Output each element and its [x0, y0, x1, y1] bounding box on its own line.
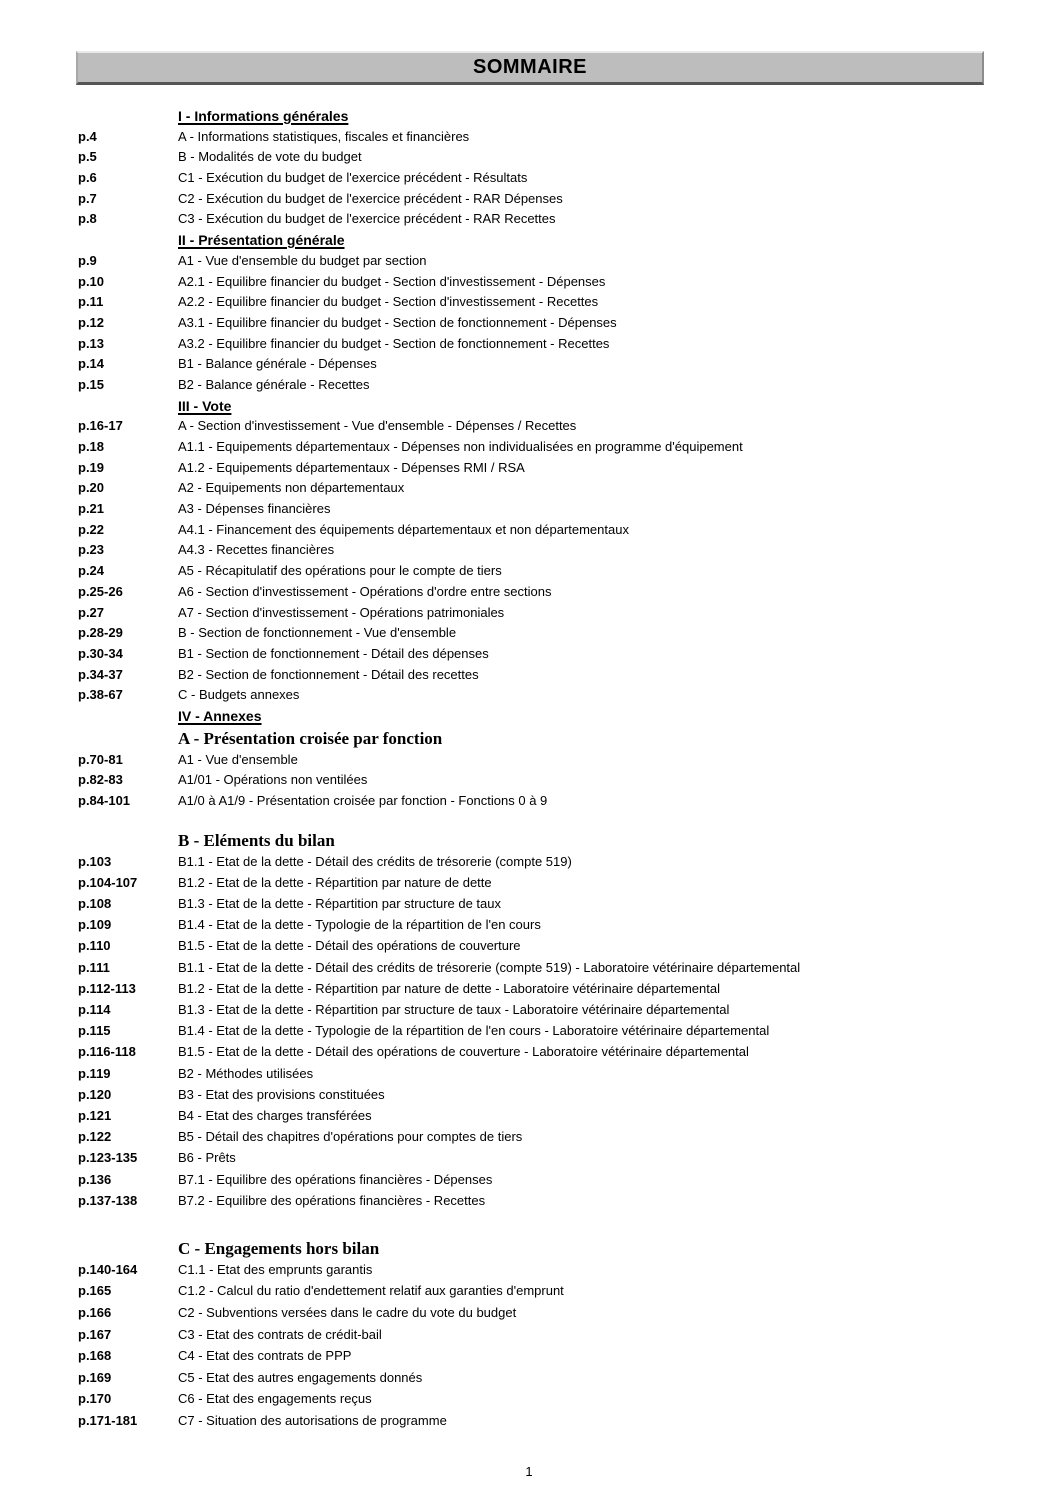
page-ref: p.84-101	[78, 793, 131, 808]
page-ref: p.82-83	[78, 772, 123, 788]
entry-title: B - Modalités de vote du budget	[178, 149, 362, 165]
toc-row	[78, 1391, 1013, 1413]
page-ref: p.112-113	[78, 980, 136, 996]
section-heading-label: C - Engagements hors bilan	[178, 1238, 380, 1258]
entry-title: B - Section de fonctionnement - Vue d'ensemble	[178, 625, 457, 641]
entry-title: A3 - Dépenses financières	[178, 501, 331, 517]
toc-row	[78, 1044, 1013, 1065]
entry-title: B1.4 - Etat de la dette - Typologie de la répartition de l'en cours	[178, 917, 541, 933]
page-ref: p.165	[78, 1283, 112, 1299]
entry-title: C3 - Exécution du budget de l'exercice précédent - RAR Recettes	[178, 211, 556, 227]
toc-row	[78, 1108, 1013, 1129]
page-ref: p.103	[78, 853, 112, 869]
toc-row	[78, 563, 1013, 584]
page-ref: p.171-181	[78, 1413, 138, 1429]
toc-row	[78, 981, 1013, 1002]
entry-title: B6 - Prêts	[178, 1150, 236, 1166]
page-ref: p.6	[78, 170, 97, 186]
toc-row	[78, 418, 1013, 439]
entry-title: B1.5 - Etat de la dette - Détail des opérations de couverture - Laboratoire vétérinaire départemental	[178, 1044, 749, 1060]
toc-row	[78, 1023, 1013, 1044]
entry-title: C1.1 - Etat des emprunts garantis	[178, 1261, 373, 1277]
page-ref: p.167	[78, 1326, 112, 1342]
entry-title: B1.3 - Etat de la dette - Répartition par structure de taux	[178, 896, 502, 912]
page-ref: p.13	[78, 335, 105, 351]
page-ref: p.27	[78, 604, 105, 620]
entry-title: B1.4 - Etat de la dette - Typologie de la répartition de l'en cours - Laboratoire vétérinaire départemental	[178, 1023, 770, 1039]
toc-row	[78, 875, 1013, 896]
page-ref: p.114	[78, 1002, 111, 1017]
page-ref: p.169	[78, 1369, 112, 1385]
entry-title: B5 - Détail des chapitres d'opérations pour comptes de tiers	[178, 1129, 523, 1145]
toc-row	[78, 460, 1013, 481]
page-ref: p.23	[78, 542, 105, 558]
entry-title: B1.2 - Etat de la dette - Répartition par nature de dette	[178, 874, 492, 890]
page-ref: p.19	[78, 459, 105, 475]
toc-row	[78, 1129, 1013, 1150]
toc-row	[78, 1002, 1013, 1023]
page-ref: p.137-138	[78, 1192, 138, 1208]
toc-row	[78, 439, 1013, 460]
entry-title: A3.2 - Equilibre financier du budget - Section de fonctionnement - Recettes	[178, 335, 610, 351]
page-number: 1	[525, 1464, 533, 1479]
page-ref: p.16-17	[78, 418, 123, 434]
entry-title: C1 - Exécution du budget de l'exercice précédent - Résultats	[178, 170, 528, 186]
section-heading-label: I - Informations générales	[178, 108, 349, 124]
page-ref: p.10	[78, 273, 105, 289]
toc-row	[78, 480, 1013, 501]
page-ref: p.122	[78, 1129, 112, 1145]
entry-title: A - Informations statistiques, fiscales et financières	[178, 128, 470, 144]
sommaire-header-bar	[76, 51, 984, 85]
toc-row	[78, 687, 1013, 708]
section-heading-label: IV - Annexes	[178, 707, 262, 724]
section-heading	[178, 108, 1013, 129]
toc-row	[78, 1370, 1013, 1392]
toc-row	[78, 1327, 1013, 1349]
page-title: SOMMAIRE	[473, 56, 587, 78]
entry-title: A1 - Vue d'ensemble du budget par section	[178, 252, 427, 268]
page-ref: p.25-26	[78, 583, 123, 599]
entry-title: A2 - Equipements non départementaux	[178, 480, 405, 496]
page-ref: p.9	[78, 252, 97, 268]
toc-row	[78, 149, 1013, 170]
entry-title: B7.2 - Equilibre des opérations financières - Recettes	[178, 1192, 486, 1208]
toc-row	[78, 938, 1013, 959]
toc-row	[78, 315, 1013, 336]
entry-title: A4.3 - Recettes financières	[178, 542, 335, 558]
toc-row	[78, 667, 1013, 688]
page-ref: p.4	[78, 128, 97, 144]
toc-row	[78, 522, 1013, 543]
toc-row	[78, 1413, 1013, 1435]
entry-title: B1.1 - Etat de la dette - Détail des crédits de trésorerie (compte 519) - Laboratoire vétérinaire départemental	[178, 959, 801, 975]
page-ref: p.110	[78, 938, 111, 954]
toc-row	[78, 274, 1013, 295]
toc-row	[78, 1087, 1013, 1108]
entry-title: C2 - Exécution du budget de l'exercice précédent - RAR Dépenses	[178, 190, 563, 206]
toc-row	[78, 646, 1013, 667]
toc-row	[78, 605, 1013, 626]
page-ref: p.11	[78, 294, 104, 310]
page-ref: p.109	[78, 917, 112, 933]
entry-title: C4 - Etat des contrats de PPP	[178, 1348, 352, 1364]
page-ref: p.70-81	[78, 751, 123, 767]
page-ref: p.14	[78, 356, 105, 372]
toc-row	[78, 170, 1013, 191]
section-heading	[178, 831, 1013, 854]
page-ref: p.111	[78, 959, 110, 975]
page-ref: p.108	[78, 896, 112, 912]
entry-title: A1/0 à A1/9 - Présentation croisée par fonction - Fonctions 0 à 9	[178, 793, 548, 808]
entry-title: B1 - Balance générale - Dépenses	[178, 356, 377, 372]
entry-title: B7.1 - Equilibre des opérations financières - Dépenses	[178, 1171, 493, 1187]
entry-title: B1 - Section de fonctionnement - Détail des dépenses	[178, 645, 489, 661]
page-ref: p.136	[78, 1171, 112, 1187]
toc-row	[78, 584, 1013, 605]
entry-title: A6 - Section d'investissement - Opérations d'ordre entre sections	[178, 583, 552, 599]
toc-row	[78, 752, 1013, 773]
entry-title: B1.5 - Etat de la dette - Détail des opérations de couverture	[178, 938, 521, 954]
toc-row	[78, 1150, 1013, 1171]
entry-title: B2 - Balance générale - Recettes	[178, 376, 370, 392]
entry-title: B1.1 - Etat de la dette - Détail des crédits de trésorerie (compte 519)	[178, 853, 572, 869]
entry-title: A2.1 - Equilibre financier du budget - Section d'investissement - Dépenses	[178, 273, 606, 289]
entry-title: A1.1 - Equipements départementaux - Dépenses non individualisées en programme d'équipement	[178, 439, 743, 454]
entry-title: B4 - Etat des charges transférées	[178, 1107, 372, 1123]
toc-group	[78, 831, 1013, 1214]
entry-title: C1.2 - Calcul du ratio d'endettement relatif aux garanties d'emprunt	[178, 1283, 564, 1299]
page-ref: p.140-164	[78, 1261, 138, 1277]
page-ref: p.24	[78, 563, 105, 579]
entry-title: A7 - Section d'investissement - Opérations patrimoniales	[178, 604, 505, 620]
entry-title: A1 - Vue d'ensemble	[178, 751, 298, 767]
table-of-contents	[78, 108, 1013, 1435]
page-ref: p.8	[78, 211, 97, 227]
page-ref: p.28-29	[78, 625, 123, 641]
entry-title: A5 - Récapitulatif des opérations pour le compte de tiers	[178, 563, 502, 579]
toc-row	[78, 377, 1013, 398]
toc-row	[78, 356, 1013, 377]
page-ref: p.20	[78, 480, 105, 496]
page-ref: p.34-37	[78, 666, 123, 682]
entry-title: C2 - Subventions versées dans le cadre du vote du budget	[178, 1305, 517, 1321]
entry-title: C3 - Etat des contrats de crédit-bail	[178, 1326, 382, 1342]
entry-title: C5 - Etat des autres engagements donnés	[178, 1369, 423, 1385]
entry-title: B3 - Etat des provisions constituées	[178, 1086, 385, 1102]
entry-title: B1.3 - Etat de la dette - Répartition par structure de taux - Laboratoire vétérinaire départemental	[178, 1002, 730, 1017]
toc-row	[78, 1172, 1013, 1193]
entry-title: A2.2 - Equilibre financier du budget - Section d'investissement - Recettes	[178, 294, 599, 310]
page-ref: p.121	[78, 1107, 112, 1123]
page-ref: p.7	[78, 190, 97, 206]
toc-row	[78, 772, 1013, 793]
entry-title: C - Budgets annexes	[178, 687, 300, 703]
toc-row	[78, 211, 1013, 232]
toc-row	[78, 1305, 1013, 1327]
page-ref: p.15	[78, 376, 105, 392]
page-ref: p.12	[78, 314, 105, 330]
entry-title: B1.2 - Etat de la dette - Répartition par nature de dette - Laboratoire vétérinaire départemental	[178, 980, 720, 996]
toc-group	[78, 108, 1013, 814]
toc-row	[78, 253, 1013, 274]
toc-row	[78, 625, 1013, 646]
entry-title: A4.1 - Financement des équipements départementaux et non départementaux	[178, 521, 629, 537]
toc-row	[78, 917, 1013, 938]
section-heading-label: A - Présentation croisée par fonction	[178, 728, 443, 748]
section-heading	[178, 398, 1013, 419]
page-ref: p.18	[78, 439, 105, 454]
section-heading	[178, 708, 1013, 729]
page-ref: p.38-67	[78, 687, 123, 703]
toc-row	[78, 336, 1013, 357]
page-ref: p.120	[78, 1086, 112, 1102]
toc-row	[78, 129, 1013, 150]
entry-title: A3.1 - Equilibre financier du budget - Section de fonctionnement - Dépenses	[178, 314, 617, 330]
toc-row	[78, 191, 1013, 212]
page-ref: p.116-118	[78, 1044, 136, 1060]
toc-row	[78, 542, 1013, 563]
toc-row	[78, 793, 1013, 814]
page-ref: p.168	[78, 1348, 112, 1364]
page-ref: p.21	[78, 501, 105, 517]
toc-row	[78, 1283, 1013, 1305]
page-ref: p.104-107	[78, 874, 138, 890]
section-heading-label: B - Eléments du bilan	[178, 830, 335, 850]
page-ref: p.5	[78, 149, 97, 165]
section-heading	[178, 1239, 1013, 1262]
toc-row	[78, 1348, 1013, 1370]
page-ref: p.123-135	[78, 1150, 138, 1166]
entry-title: B2 - Section de fonctionnement - Détail des recettes	[178, 666, 479, 682]
entry-title: C6 - Etat des engagements reçus	[178, 1391, 372, 1407]
section-heading	[178, 729, 1013, 752]
page-ref: p.115	[78, 1023, 111, 1039]
toc-row	[78, 1262, 1013, 1284]
section-heading-label: III - Vote	[178, 397, 232, 414]
toc-row	[78, 1193, 1013, 1214]
toc-group	[78, 1239, 1013, 1435]
toc-row	[78, 1066, 1013, 1087]
section-heading	[178, 232, 1013, 253]
toc-row	[78, 294, 1013, 315]
entry-title: A1.2 - Equipements départementaux - Dépenses RMI / RSA	[178, 459, 525, 475]
section-heading-label: II - Présentation générale	[178, 232, 345, 249]
toc-row	[78, 501, 1013, 522]
page-ref: p.166	[78, 1305, 112, 1321]
toc-row	[78, 896, 1013, 917]
entry-title: A1/01 - Opérations non ventilées	[178, 772, 368, 788]
entry-title: A - Section d'investissement - Vue d'ensemble - Dépenses / Recettes	[178, 418, 577, 434]
page-ref: p.22	[78, 521, 105, 537]
page-ref: p.170	[78, 1391, 112, 1407]
page-ref: p.30-34	[78, 645, 123, 661]
entry-title: C7 - Situation des autorisations de programme	[178, 1413, 447, 1429]
toc-row	[78, 960, 1013, 981]
toc-row	[78, 854, 1013, 875]
page-ref: p.119	[78, 1065, 111, 1081]
entry-title: B2 - Méthodes utilisées	[178, 1065, 314, 1081]
